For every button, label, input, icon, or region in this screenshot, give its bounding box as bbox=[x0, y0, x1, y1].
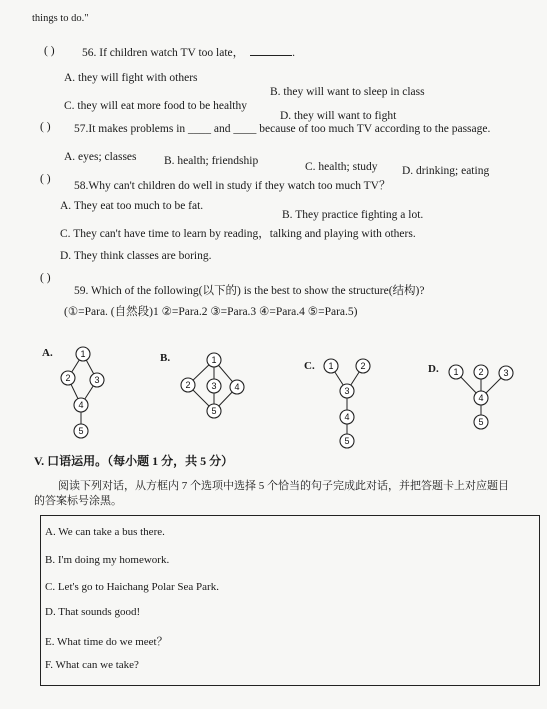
q56-option-a: A. they will fight with others bbox=[64, 72, 198, 84]
svg-text:3: 3 bbox=[344, 386, 350, 396]
diagram-a bbox=[55, 342, 105, 442]
q58-option-d: D. They think classes are boring. bbox=[60, 250, 212, 262]
options-box bbox=[40, 515, 540, 686]
q57-stem: 57.It makes problems in ____ and ____ because of too much TV according to the passage. bbox=[74, 123, 491, 135]
option-e: E. What time do we meet？ bbox=[45, 636, 168, 648]
svg-text:1: 1 bbox=[211, 355, 217, 365]
option-d: D. That sounds good! bbox=[45, 606, 141, 618]
node-1 bbox=[207, 353, 221, 367]
q58-answer-paren[interactable]: ( ) bbox=[40, 173, 51, 185]
node-2 bbox=[356, 359, 370, 373]
q57-option-d: D. drinking; eating bbox=[402, 165, 490, 177]
option-f: F. What can we take? bbox=[45, 659, 139, 671]
q57-option-b: B. health; friendship bbox=[164, 155, 259, 167]
q56-option-d: D. they will want to fight bbox=[280, 110, 397, 122]
option-b: B. I'm doing my homework. bbox=[45, 554, 170, 566]
node-2 bbox=[474, 365, 488, 379]
option-a: A. We can take a bus there. bbox=[45, 526, 165, 538]
diagram-b bbox=[174, 349, 254, 424]
node-4 bbox=[74, 398, 88, 412]
svg-text:2: 2 bbox=[185, 380, 191, 390]
q57-option-c: C. health; study bbox=[305, 161, 378, 173]
q58-option-a: A. They eat too much to be fat. bbox=[60, 200, 204, 212]
node-5 bbox=[207, 404, 221, 418]
svg-text:4: 4 bbox=[478, 393, 484, 403]
section-instruction-line1: 阅读下列对话，从方框内 7 个选项中选择 5 个恰当的句子完成此对话，并把答题卡上对应题目 bbox=[58, 480, 509, 492]
svg-text:3: 3 bbox=[211, 381, 217, 391]
q57-answer-paren[interactable]: ( ) bbox=[40, 121, 51, 133]
diagram-a-label: A. bbox=[42, 347, 53, 359]
node-4 bbox=[230, 380, 244, 394]
q56-blank bbox=[250, 44, 292, 56]
node-4 bbox=[340, 410, 354, 424]
svg-text:2: 2 bbox=[360, 361, 366, 371]
q58-option-b: B. They practice fighting a lot. bbox=[282, 209, 424, 221]
previous-passage-fragment: things to do." bbox=[32, 13, 89, 24]
q56-option-b: B. they will want to sleep in class bbox=[270, 86, 425, 98]
node-1 bbox=[76, 347, 90, 361]
q57-option-a: A. eyes; classes bbox=[64, 151, 137, 163]
diagram-c-label: C. bbox=[304, 360, 315, 372]
node-2 bbox=[181, 378, 195, 392]
svg-text:5: 5 bbox=[211, 406, 217, 416]
node-3 bbox=[340, 384, 354, 398]
q59-answer-paren[interactable]: ( ) bbox=[40, 272, 51, 284]
svg-text:1: 1 bbox=[80, 349, 86, 359]
svg-text:2: 2 bbox=[478, 367, 484, 377]
node-2 bbox=[61, 371, 75, 385]
svg-text:5: 5 bbox=[78, 426, 84, 436]
q56-stem: 56. If children watch TV too late， . bbox=[82, 44, 295, 60]
svg-text:3: 3 bbox=[94, 375, 100, 385]
node-1 bbox=[449, 365, 463, 379]
diagram-d bbox=[444, 358, 519, 433]
section-heading: V. 口语运用。（每小题 1 分，共 5 分） bbox=[34, 454, 234, 468]
option-c: C. Let's go to Haichang Polar Sea Park. bbox=[45, 581, 219, 593]
q56-option-c: C. they will eat more food to be healthy bbox=[64, 100, 247, 112]
node-3 bbox=[499, 366, 513, 380]
q59-stem: 59. Which of the following(以下的) is the best to show the structure(结构)? bbox=[74, 285, 425, 297]
svg-text:1: 1 bbox=[453, 367, 459, 377]
svg-text:4: 4 bbox=[344, 412, 350, 422]
diagram-b-label: B. bbox=[160, 352, 171, 364]
node-3 bbox=[207, 379, 221, 393]
node-4 bbox=[474, 391, 488, 405]
svg-text:5: 5 bbox=[478, 417, 484, 427]
q58-option-c: C. They can't have time to learn by reading，talking and playing with others. bbox=[60, 228, 416, 240]
svg-text:3: 3 bbox=[503, 368, 509, 378]
node-5 bbox=[474, 415, 488, 429]
q59-legend: (①=Para. (自然段)1 ②=Para.2 ③=Para.3 ④=Para.4 ⑤=Para.5) bbox=[64, 306, 358, 318]
svg-text:2: 2 bbox=[65, 373, 71, 383]
diagram-c bbox=[318, 353, 378, 453]
q58-stem: 58.Why can't children do well in study if they watch too much TV？ bbox=[74, 180, 391, 192]
node-1 bbox=[324, 359, 338, 373]
svg-text:1: 1 bbox=[328, 361, 334, 371]
svg-text:4: 4 bbox=[234, 382, 240, 392]
diagram-d-label: D. bbox=[428, 363, 439, 375]
svg-text:4: 4 bbox=[78, 400, 84, 410]
node-3 bbox=[90, 373, 104, 387]
section-instruction-line2: 的答案标号涂黑。 bbox=[34, 495, 122, 507]
q56-answer-paren[interactable]: ( ) bbox=[44, 45, 55, 57]
node-5 bbox=[74, 424, 88, 438]
svg-text:5: 5 bbox=[344, 436, 350, 446]
node-5 bbox=[340, 434, 354, 448]
